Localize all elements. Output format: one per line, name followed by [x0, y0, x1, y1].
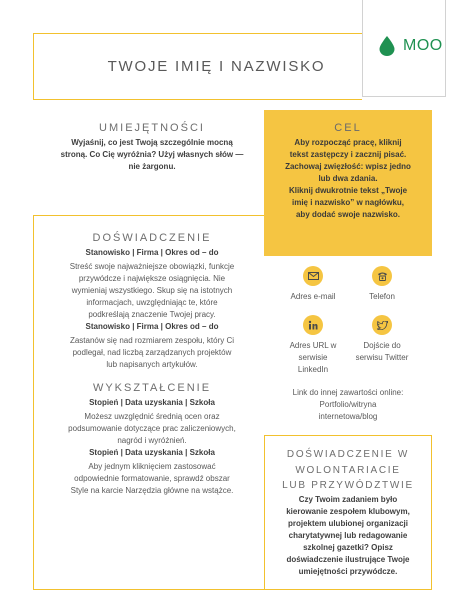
skills-text-line: nie żargonu.	[128, 162, 176, 171]
skills-text-line: Wyjaśnij, co jest Twoją szczególnie mocną	[71, 138, 233, 147]
objective-text-line: Zachowaj zwięzłość: wpisz jedno	[285, 162, 411, 171]
email-icon-badge	[303, 266, 323, 286]
education-text-line: Style na karcie Narzędzia główne na wstążce.	[70, 486, 234, 495]
volunteer-text-line: doświadczenie ilustrujące Twoje	[286, 554, 410, 564]
contact-twitter	[342, 315, 422, 364]
experience-education-column	[40, 231, 264, 497]
objective-text-line: aby dodać swoje nazwisko.	[295, 210, 401, 219]
volunteer-text-line: kierowanie zespołem klubowym,	[286, 506, 410, 516]
volunteer-text-line: Czy Twoim zadaniem było	[298, 494, 398, 504]
twitter-icon	[377, 321, 388, 330]
experience-entry-title: Stanowisko | Firma | Okres od – do	[85, 322, 219, 331]
other-link-line: internetowa/blog	[318, 412, 378, 421]
logo-text: MOO	[403, 37, 443, 54]
education-text-line: podsumowanie dotyczące prac zaliczeniowych,	[68, 424, 236, 433]
skills-section	[40, 121, 264, 173]
volunteer-text-line: szkolnej gazetki? Opisz	[303, 542, 393, 552]
contact-label	[273, 340, 353, 376]
logo-box	[362, 0, 446, 97]
contact-linkedin	[273, 315, 353, 376]
experience-text-line: Streść swoje najważniejsze obowiązki, funkcje	[69, 262, 235, 271]
name-title: TWOJE IMIĘ I NAZWISKO	[107, 58, 326, 75]
phone-icon-badge	[372, 266, 392, 286]
education-heading: WYKSZTAŁCENIE	[92, 382, 212, 394]
contact-label-line: Adres URL w	[289, 341, 337, 350]
phone-icon	[377, 271, 388, 281]
education-text-line: Możesz uwzględnić średnią ocen oraz	[84, 412, 220, 421]
objective-heading: CEL	[334, 122, 362, 134]
contact-label	[342, 291, 422, 303]
objective-text-line: lub dwa zdania.	[318, 174, 378, 183]
objective-text-line: Aby rozpocząć pracę, kliknij	[294, 138, 402, 147]
contact-label-line: Dojście do	[363, 341, 401, 350]
education-entry-title: Stopień | Data uzyskania | Szkoła	[89, 448, 215, 457]
education-text-line: odpowiednie formatowanie, sprawdź obszar	[74, 474, 230, 483]
name-header-box	[33, 33, 362, 100]
envelope-icon	[308, 272, 319, 280]
objective-text-line: Kliknij dwukrotnie tekst „Twoje	[288, 186, 408, 195]
experience-text-line: podkreślają znaczenie Twojej pracy.	[88, 310, 216, 319]
objective-text-line: tekst zastępczy i zacznij pisać.	[289, 150, 407, 159]
twitter-icon-badge	[372, 315, 392, 335]
contact-label-line: Telefon	[369, 292, 395, 301]
experience-entry-title: Stanowisko | Firma | Okres od – do	[85, 248, 219, 257]
experience-text-line: podlegał, nad liczbą zarządzanych projektów	[72, 348, 232, 357]
experience-text-line: informacjach, uwzględniając te, które	[86, 298, 218, 307]
experience-text-line: lub napisanych artykułów.	[106, 360, 198, 369]
volunteer-text-line: projektem ulubionej organizacji	[287, 518, 409, 528]
education-text-line: Aby jednym kliknięciem zastosować	[88, 462, 216, 471]
experience-text-line: przywódcze i największe osiągnięcia. Nie	[78, 274, 226, 283]
experience-section	[40, 231, 264, 371]
contact-label-line: serwisie	[298, 353, 328, 362]
education-section	[40, 381, 264, 497]
volunteer-heading-line: DOŚWIADCZENIE W	[286, 449, 410, 460]
volunteer-text-line: umiejętności przywódcze.	[298, 566, 398, 576]
contact-label	[342, 340, 422, 364]
education-text-line: nagród i wyróżnień.	[117, 436, 187, 445]
contact-label-line: Adres e-mail	[290, 292, 336, 301]
skills-text-line: stroną. Co Cię wyróżnia? Użyj własnych słów —	[60, 150, 244, 159]
education-entry-title: Stopień | Data uzyskania | Szkoła	[89, 398, 215, 407]
contact-label-line: serwisu Twitter	[355, 353, 409, 362]
volunteer-text-line: charytatywnej lub redagowanie	[288, 530, 408, 540]
experience-text-line: wymieniaj wszystkiego. Skup się na istotnych	[71, 286, 233, 295]
linkedin-icon-badge	[303, 315, 323, 335]
experience-text-line: Zastanów się nad rozmiarem zespołu, który Ci	[69, 336, 235, 345]
volunteer-box	[264, 435, 432, 590]
contact-label	[273, 291, 353, 303]
linkedin-icon	[308, 320, 318, 330]
other-link-line: Portfolio/witryna	[319, 400, 377, 409]
skills-heading: UMIEJĘTNOŚCI	[99, 122, 205, 134]
other-link-line: Link do innej zawartości online:	[292, 388, 404, 397]
experience-heading: DOŚWIADCZENIE	[92, 232, 212, 244]
volunteer-heading-line: LUB PRZYWÓDZTWIE	[282, 480, 414, 491]
objective-text-line: imię i nazwisko” w nagłówku,	[291, 198, 405, 207]
other-online-link	[264, 387, 432, 423]
volunteer-heading-line: WOLONTARIACIE	[295, 464, 401, 476]
contact-label-line: LinkedIn	[297, 365, 329, 374]
contact-email	[273, 266, 353, 303]
contact-phone	[342, 266, 422, 303]
droplet-icon	[379, 36, 395, 56]
objective-box	[264, 110, 432, 256]
